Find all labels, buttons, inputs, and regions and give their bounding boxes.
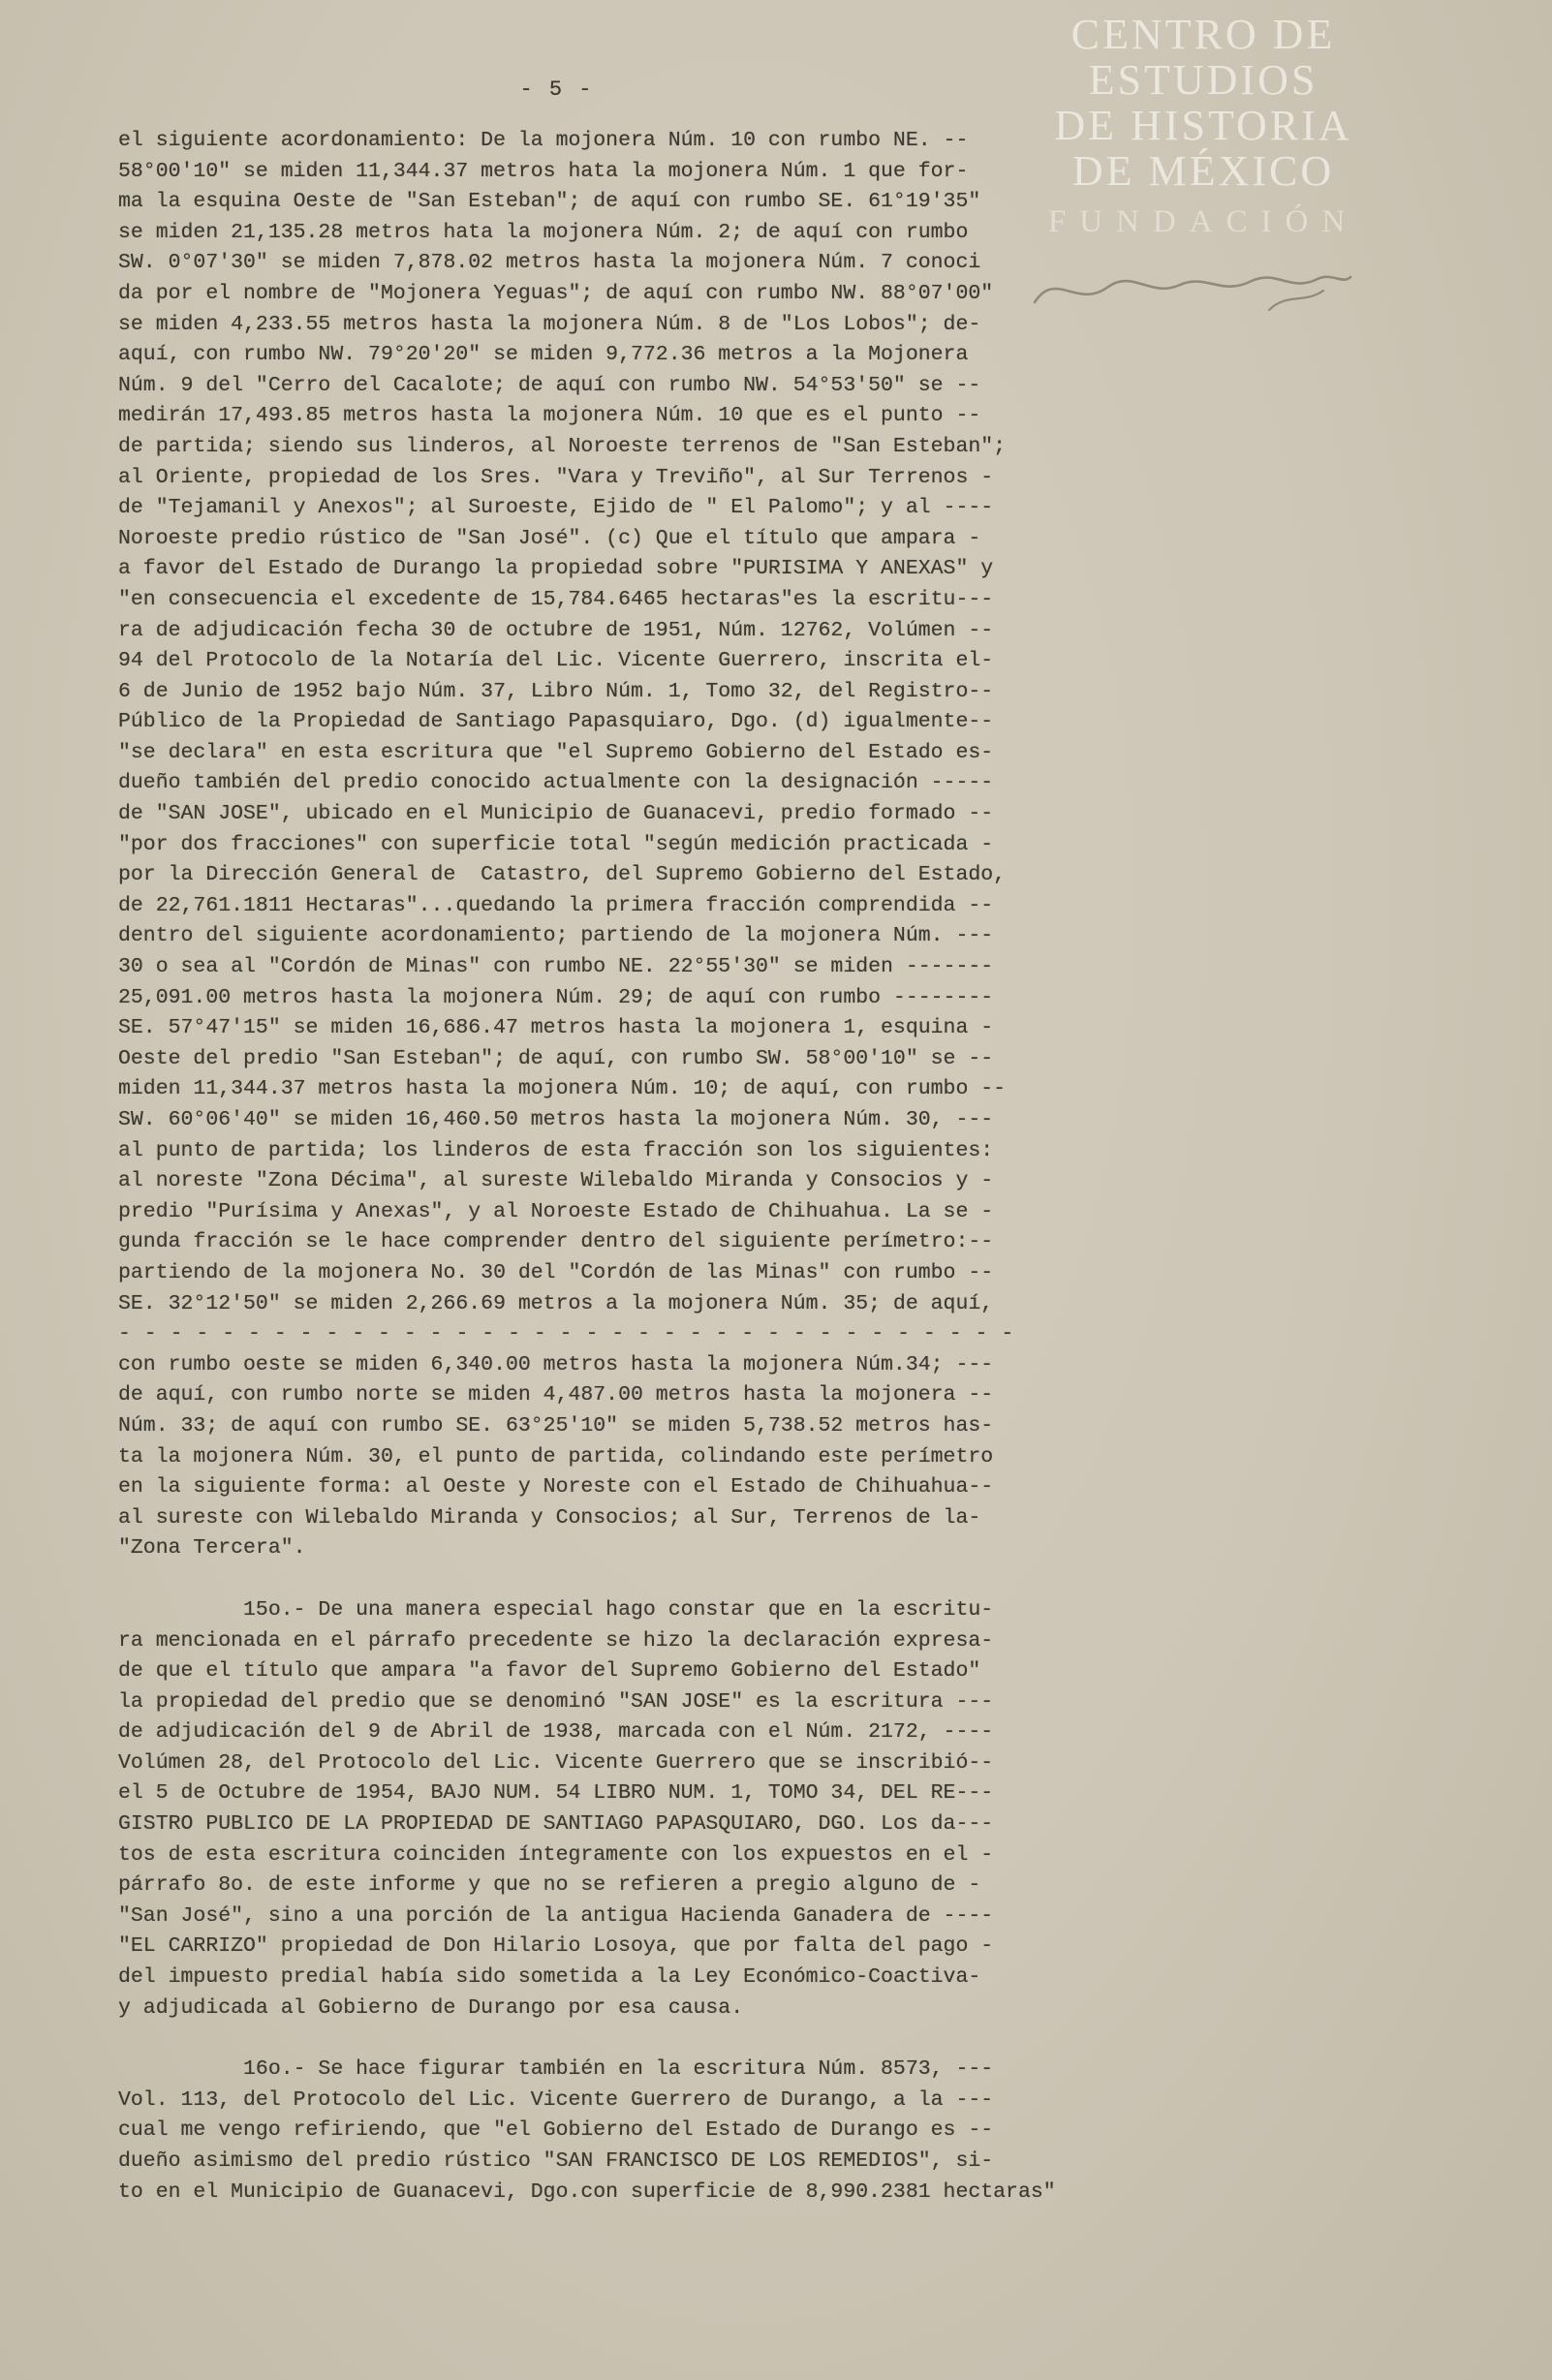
text-line: 6 de Junio de 1952 bajo Núm. 37, Libro Núm. 1, Tomo 32, del Registro-- — [118, 679, 994, 703]
text-line: SW. 0°07'30" se miden 7,878.02 metros hasta la mojonera Núm. 7 conoci — [118, 251, 981, 275]
text-line: "San José", sino a una porción de la antigua Hacienda Ganadera de ---- — [118, 1903, 994, 1928]
text-line: dueño también del predio conocido actualmente con la designación ----- — [118, 771, 994, 795]
text-line: de adjudicación del 9 de Abril de 1938, marcada con el Núm. 2172, ---- — [118, 1720, 994, 1745]
text-line: 30 o sea al "Cordón de Minas" con rumbo NE. 22°55'30" se miden ------- — [118, 955, 994, 979]
text-line: "en consecuencia el excedente de 15,784.6465 hectaras"es la escritu--- — [118, 587, 994, 611]
text-line: dentro del siguiente acordonamiento; partiendo de la mojonera Núm. --- — [118, 924, 994, 948]
text-line: "por dos fracciones" con superficie total "según medición practicada - — [118, 832, 994, 856]
text-line: partiendo de la mojonera No. 30 del "Cordón de las Minas" con rumbo -- — [118, 1260, 994, 1284]
text-line: SW. 60°06'40" se miden 16,460.50 metros hasta la mojonera Núm. 30, --- — [118, 1108, 994, 1131]
archive-watermark — [1000, 12, 1407, 245]
document-body — [118, 126, 1056, 2208]
text-line: se miden 21,135.28 metros hata la mojonera Núm. 2; de aquí con rumbo — [118, 220, 969, 244]
text-line: Núm. 33; de aquí con rumbo SE. 63°25'10" se miden 5,738.52 metros has- — [118, 1413, 994, 1437]
text-line: 25,091.00 metros hasta la mojonera Núm. 29; de aquí con rumbo -------- — [118, 985, 994, 1009]
text-line: tos de esta escritura coinciden íntegramente con los expuestos en el - — [118, 1842, 994, 1867]
text-line: "Zona Tercera". — [118, 1536, 306, 1561]
text-line: la propiedad del predio que se denominó "SAN JOSE" es la escritura --- — [118, 1689, 994, 1714]
text-line: de partida; siendo sus linderos, al Noroeste terrenos de "San Esteban"; — [118, 434, 1007, 458]
text-line: 16o.- Se hace figurar también en la escritura Núm. 8573, --- — [118, 2057, 994, 2082]
text-line: el siguiente acordonamiento: De la mojonera Núm. 10 con rumbo NE. -- — [118, 129, 969, 152]
text-line: Oeste del predio "San Esteban"; de aquí, con rumbo SW. 58°00'10" se -- — [118, 1046, 994, 1070]
paragraph — [118, 2055, 1056, 2208]
text-line: predio "Purísima y Anexas", y al Noroeste Estado de Chihuahua. La se - — [118, 1199, 994, 1223]
text-line: SE. 32°12'50" se miden 2,266.69 metros a la mojonera Núm. 35; de aquí, — [118, 1291, 994, 1315]
dashed-separator: - - - - - - - - - - - - - - - - - - - - - - - - - - - - - - - - - - - — [118, 1322, 1014, 1346]
text-line: GISTRO PUBLICO DE LA PROPIEDAD DE SANTIAGO PAPASQUIARO, DGO. Los da--- — [118, 1812, 994, 1837]
separator-block — [118, 1319, 1056, 1350]
text-line: SE. 57°47'15" se miden 16,686.47 metros hasta la mojonera 1, esquina - — [118, 1016, 994, 1040]
watermark-line: CENTRO DE — [1071, 11, 1336, 58]
text-line: al punto de partida; los linderos de esta fracción son los siguientes: — [118, 1138, 994, 1162]
text-line: gunda fracción se le hace comprender dentro del siguiente perímetro:-- — [118, 1230, 994, 1254]
text-line: 58°00'10" se miden 11,344.37 metros hata la mojonera Núm. 1 que for- — [118, 159, 969, 183]
text-line: Noroeste predio rústico de "San José". (c) Que el título que ampara - — [118, 526, 981, 550]
paragraph — [118, 126, 1056, 1319]
paragraph — [118, 1350, 1056, 1564]
text-line: al sureste con Wilebaldo Miranda y Consocios; al Sur, Terrenos de la- — [118, 1505, 981, 1530]
text-line: Público de la Propiedad de Santiago Papasquiaro, Dgo. (d) igualmente-- — [118, 710, 994, 734]
text-line: ra de adjudicación fecha 30 de octubre de 1951, Núm. 12762, Volúmen -- — [118, 618, 994, 642]
text-line: Núm. 9 del "Cerro del Cacalote; de aquí con rumbo NW. 54°53'50" se -- — [118, 373, 981, 397]
text-line: "EL CARRIZO" propiedad de Don Hilario Losoya, que por falta del pago - — [118, 1934, 994, 1959]
text-line: en la siguiente forma: al Oeste y Noreste con el Estado de Chihuahua-- — [118, 1475, 994, 1499]
text-line: "se declara" en esta escritura que "el Supremo Gobierno del Estado es- — [118, 740, 994, 764]
text-line: por la Dirección General de Catastro, del Supremo Gobierno del Estado, — [118, 863, 1007, 887]
text-line: aquí, con rumbo NW. 79°20'20" se miden 9,772.36 metros a la Mojonera — [118, 343, 969, 367]
text-line: con rumbo oeste se miden 6,340.00 metros hasta la mojonera Núm.34; --- — [118, 1352, 994, 1376]
paragraph — [118, 1595, 1056, 2024]
text-line: de "SAN JOSE", ubicado en el Municipio de Guanacevi, predio formado -- — [118, 802, 994, 826]
text-line: cual me vengo refiriendo, que "el Gobierno del Estado de Durango es -- — [118, 2118, 994, 2143]
text-line: ma la esquina Oeste de "San Esteban"; de aquí con rumbo SE. 61°19'35" — [118, 190, 981, 214]
text-line: se miden 4,233.55 metros hasta la mojonera Núm. 8 de "Los Lobos"; de- — [118, 312, 981, 336]
text-line: de aquí, con rumbo norte se miden 4,487.00 metros hasta la mojonera -- — [118, 1383, 994, 1407]
text-line: ta la mojonera Núm. 30, el punto de partida, colindando este perímetro — [118, 1444, 994, 1468]
watermark-foundation-line: FUNDACIÓN — [1047, 204, 1359, 239]
text-line: da por el nombre de "Mojonera Yeguas"; de aquí con rumbo NW. 88°07'00" — [118, 281, 994, 305]
text-line: al noreste "Zona Décima", al sureste Wilebaldo Miranda y Consocios y - — [118, 1169, 994, 1193]
text-line: to en el Municipio de Guanacevi, Dgo.con superficie de 8,990.2381 hectaras" — [118, 2179, 1056, 2204]
text-line: medirán 17,493.85 metros hasta la mojonera Núm. 10 que es el punto -- — [118, 404, 981, 428]
page-number: - 5 - — [519, 77, 594, 102]
text-line: del impuesto predial había sido sometida a la Ley Económico-Coactiva- — [118, 1965, 981, 1990]
text-line: el 5 de Octubre de 1954, BAJO NUM. 54 LIBRO NUM. 1, TOMO 34, DEL RE--- — [118, 1781, 994, 1806]
handwritten-annotation — [1027, 242, 1356, 329]
text-line: 94 del Protocolo de la Notaría del Lic. Vicente Guerrero, inscrita el- — [118, 649, 994, 673]
text-line: de "Tejamanil y Anexos"; al Suroeste, Ejido de " El Palomo"; y al ---- — [118, 496, 994, 520]
text-line: a favor del Estado de Durango la propiedad sobre "PURISIMA Y ANEXAS" y — [118, 557, 994, 581]
text-line: y adjudicada al Gobierno de Durango por esa causa. — [118, 1995, 744, 2020]
text-line: ra mencionada en el párrafo precedente se hizo la declaración expresa- — [118, 1628, 994, 1653]
text-line: dueño asimismo del predio rústico "SAN FRANCISCO DE LOS REMEDIOS", si- — [118, 2149, 994, 2173]
text-line: miden 11,344.37 metros hasta la mojonera Núm. 10; de aquí, con rumbo -- — [118, 1077, 1007, 1101]
text-line: párrafo 8o. de este informe y que no se refieren a pregio alguno de - — [118, 1873, 981, 1898]
watermark-line: ESTUDIOS — [1088, 56, 1319, 104]
text-line: de 22,761.1811 Hectaras"...quedando la primera fracción comprendida -- — [118, 893, 994, 917]
watermark-line: DE HISTORIA — [1054, 102, 1352, 149]
text-line: Vol. 113, del Protocolo del Lic. Vicente Guerrero de Durango, a la --- — [118, 2087, 994, 2112]
text-line: de que el título que ampara "a favor del Supremo Gobierno del Estado" — [118, 1659, 981, 1684]
watermark-line: DE MÉXICO — [1071, 147, 1335, 195]
text-line: al Oriente, propiedad de los Sres. "Vara y Treviño", al Sur Terrenos - — [118, 465, 994, 489]
text-line: 15o.- De una manera especial hago constar que en la escritu- — [118, 1597, 994, 1622]
text-line: Volúmen 28, del Protocolo del Lic. Vicente Guerrero que se inscribió-- — [118, 1750, 994, 1775]
